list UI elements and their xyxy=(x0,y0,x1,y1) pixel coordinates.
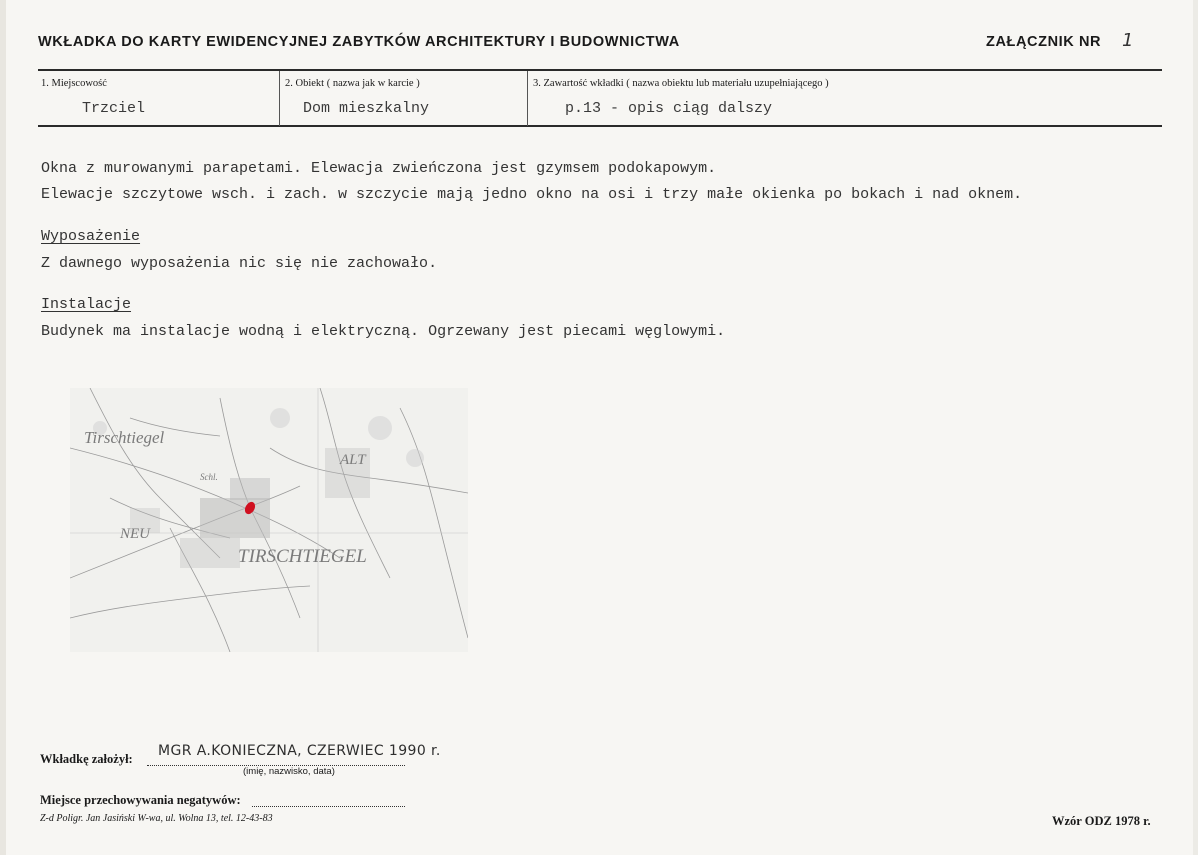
historical-map xyxy=(70,388,468,652)
map-label-neu: NEU xyxy=(120,526,150,542)
scan-edge-left xyxy=(0,0,6,855)
annex-label: ZAŁĄCZNIK NR xyxy=(986,34,1102,50)
map-label-alt: ALT xyxy=(340,452,366,468)
description-line-2: Elewacje szczytowe wsch. i zach. w szczycie mają jedno okno na osi i trzy małe okienka po bokach i nad oknem. xyxy=(41,186,1023,203)
content-value: p.13 - opis ciąg dalszy xyxy=(565,100,773,117)
object-value: Dom mieszkalny xyxy=(303,100,430,117)
map-label-tirschtiegel: Tirschtiegel xyxy=(84,428,165,447)
scan-edge-right xyxy=(1193,0,1198,855)
equipment-heading: Wyposażenie xyxy=(41,228,141,245)
locality-label: 1. Miejscowość xyxy=(41,78,107,89)
locality-value: Trzciel xyxy=(82,100,146,117)
description-line-1: Okna z murowanymi parapetami. Elewacja zwieńczona jest gzymsem podokapowym. xyxy=(41,160,717,177)
content-label: 3. Zawartość wkładki ( nazwa obiektu lub materiału uzupełniającego ) xyxy=(533,78,829,89)
author-value: MGR A.KONIECZNA, CZERWIEC 1990 r. xyxy=(158,743,441,759)
printer-info: Z-d Poligr. Jan Jasiński W-wa, ul. Wolna 13, tel. 12-43-83 xyxy=(40,813,273,824)
field-divider-1 xyxy=(279,71,280,126)
installation-heading: Instalacje xyxy=(41,296,132,313)
header-rule-top xyxy=(38,69,1162,71)
map-label-tirschtiegel-big: TIRSCHTIEGEL xyxy=(238,546,367,567)
author-hint: (imię, nazwisko, data) xyxy=(243,766,335,777)
negatives-dotted-line xyxy=(252,806,405,807)
form-title: WKŁADKA DO KARTY EWIDENCYJNEJ ZABYTKÓW ARCHITEKTURY I BUDOWNICTWA xyxy=(38,34,680,50)
equipment-text: Z dawnego wyposażenia nic się nie zachowało. xyxy=(41,255,438,272)
installation-text: Budynek ma instalacje wodną i elektryczną. Ogrzewany jest piecami węglowymi. xyxy=(41,323,726,340)
location-marker-icon xyxy=(242,500,258,516)
form-model: Wzór ODZ 1978 r. xyxy=(1052,814,1151,828)
field-divider-2 xyxy=(527,71,528,126)
negatives-label: Miejsce przechowywania negatywów: xyxy=(40,793,241,807)
annex-number: 1 xyxy=(1122,30,1134,51)
object-label: 2. Obiekt ( nazwa jak w karcie ) xyxy=(285,78,420,89)
author-label: Wkładkę założył: xyxy=(40,752,133,766)
header-rule-bottom xyxy=(38,125,1162,127)
map-label-schl: Schl. xyxy=(200,472,218,482)
